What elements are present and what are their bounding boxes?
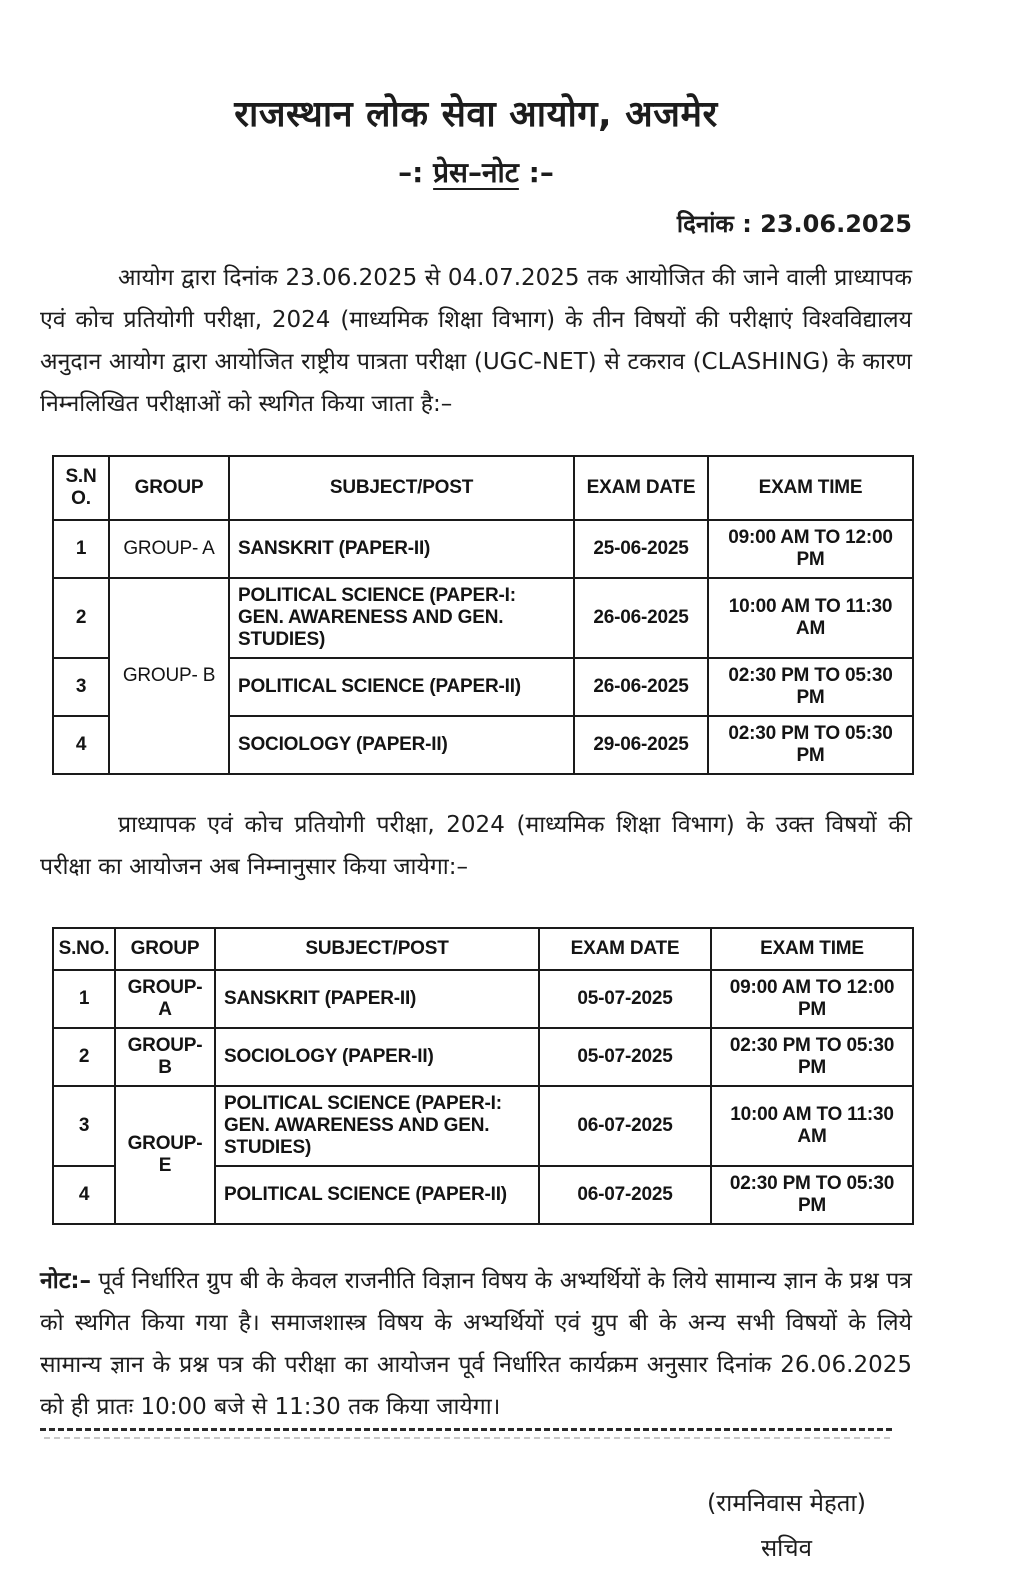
rescheduled-exams-table [52,927,914,1225]
signature-name: (रामनिवास मेहता) [706,1488,866,1517]
table2-header-sno: S.NO. [53,928,115,970]
cell-date: 06-07-2025 [539,1166,711,1224]
table1-header-group: GROUP [109,456,229,520]
cell-subject: SANSKRIT (PAPER-II) [215,970,539,1028]
note-paragraph [40,1261,912,1428]
table1-header-row [53,456,913,520]
cell-time: 10:00 AM TO 11:30 AM [711,1086,913,1166]
table1-header-time: EXAM TIME [708,456,913,520]
cell-subject: POLITICAL SCIENCE (PAPER-I: GEN. AWARENESS AND GEN. STUDIES) [229,578,574,658]
separator-line-echo [44,1437,890,1439]
cell-sno: 2 [53,1028,115,1086]
table-row [53,1028,913,1086]
cell-time: 02:30 PM TO 05:30 PM [711,1166,913,1224]
cell-sno: 3 [53,1086,115,1166]
cell-date: 25-06-2025 [574,520,708,578]
cell-sno: 1 [53,970,115,1028]
table2-header-time: EXAM TIME [711,928,913,970]
separator-line [40,1428,892,1431]
cell-group: GROUP-E [115,1086,215,1224]
cell-date: 26-06-2025 [574,658,708,716]
table1-header-date: EXAM DATE [574,456,708,520]
cell-time: 02:30 PM TO 05:30 PM [708,658,913,716]
cell-date: 29-06-2025 [574,716,708,774]
subtitle [40,153,912,191]
cell-date: 05-07-2025 [539,970,711,1028]
table-row [53,578,913,658]
cell-subject: POLITICAL SCIENCE (PAPER-II) [215,1166,539,1224]
cell-time: 09:00 AM TO 12:00 PM [711,970,913,1028]
cell-sno: 1 [53,520,109,578]
table2-header-subject: SUBJECT/POST [215,928,539,970]
table1-header-subject: SUBJECT/POST [229,456,574,520]
postponed-exams-table [52,455,914,775]
table-row [53,970,913,1028]
cell-date: 05-07-2025 [539,1028,711,1086]
subtitle-prefix: –: [398,156,434,189]
subtitle-suffix: :– [518,156,554,189]
table2-header-row [53,928,913,970]
cell-group: GROUP-A [115,970,215,1028]
note-text: पूर्व निर्धारित ग्रुप बी के केवल राजनीति विज्ञान विषय के अभ्यर्थियों के लिये सामान्य ज्ञान के प्रश्न पत्र को स्थगित किया गया है। समाजशास्त्र विषय के अभ्यर्थियों एवं ग्रुप बी के अन्य सभी विषयों के लिये सामान्य ज्ञान के प्रश्न पत्र की परीक्षा का आयोजन पूर्व निर्धारित कार्यक्रम अनुसार दिनांक 26.06.2025 को ही प्रातः 10:00 बजे से 11:30 तक किया जायेगा। [40,1268,912,1420]
cell-date: 26-06-2025 [574,578,708,658]
cell-time: 02:30 PM TO 05:30 PM [711,1028,913,1086]
cell-sno: 4 [53,1166,115,1224]
signature-block [707,1481,866,1572]
reschedule-paragraph: प्राध्यापक एवं कोच प्रतियोगी परीक्षा, 2024 (माध्यमिक शिक्षा विभाग) के उक्त विषयों की परीक्षा का आयोजन अब निम्नानुसार किया जायेगा:– [40,812,912,881]
date-line: दिनांक : 23.06.2025 [676,210,912,238]
cell-time: 02:30 PM TO 05:30 PM [708,716,913,774]
table2-header-group: GROUP [115,928,215,970]
cell-subject: SOCIOLOGY (PAPER-II) [229,716,574,774]
cell-subject: SOCIOLOGY (PAPER-II) [215,1028,539,1086]
note-label: नोट:– [40,1268,92,1295]
subtitle-press-note: प्रेस–नोट [433,156,519,189]
cell-group: GROUP- A [109,520,229,578]
cell-subject: SANSKRIT (PAPER-II) [229,520,574,578]
cell-time: 09:00 AM TO 12:00 PM [708,520,913,578]
table2-header-date: EXAM DATE [539,928,711,970]
cell-group: GROUP-B [115,1028,215,1086]
cell-date: 06-07-2025 [539,1086,711,1166]
cell-subject: POLITICAL SCIENCE (PAPER-I: GEN. AWARENESS AND GEN. STUDIES) [215,1086,539,1166]
cell-sno: 4 [53,716,109,774]
table-row [53,520,913,578]
cell-subject: POLITICAL SCIENCE (PAPER-II) [229,658,574,716]
table-row [53,1086,913,1166]
table1-header-sno: S.N O. [53,456,109,520]
cell-sno: 2 [53,578,109,658]
cell-group: GROUP- B [109,578,229,774]
intro-paragraph: आयोग द्वारा दिनांक 23.06.2025 से 04.07.2025 तक आयोजित की जाने वाली प्राध्यापक एवं कोच प्रतियोगी परीक्षा, 2024 (माध्यमिक शिक्षा विभाग) के तीन विषयों की परीक्षाएं विश्वविद्यालय अनुदान आयोग द्वारा आयोजित राष्ट्रीय पात्रता परीक्षा (UGC-NET) से टकराव (CLASHING) के कारण निम्नलिखित परीक्षाओं को स्थगित किया जाता है:– [40,265,912,417]
cell-sno: 3 [53,658,109,716]
signature-title: सचिव [760,1534,812,1563]
cell-time: 10:00 AM TO 11:30 AM [708,578,913,658]
page-title: राजस्थान लोक सेवा आयोग, अजमेर [234,94,718,135]
